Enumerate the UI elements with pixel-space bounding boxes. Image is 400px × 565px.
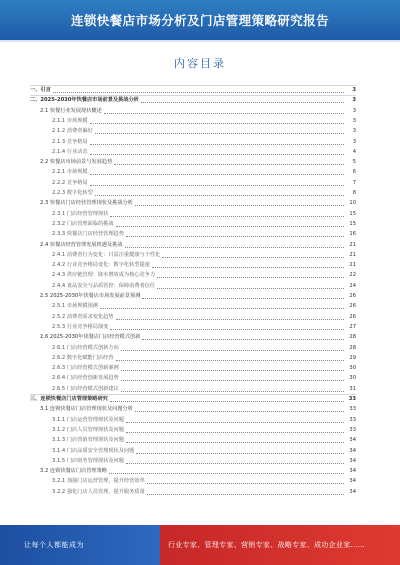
toc-entry-page: 34 <box>349 468 356 475</box>
toc-entry[interactable] <box>30 107 356 116</box>
toc-entry-page: 31 <box>349 385 356 392</box>
toc-entry-title: 3.2.2 强化门店人员管理，提升服务质量 <box>52 488 145 495</box>
toc-entry-page: 3 <box>352 97 356 104</box>
footer-slogan-left: 让每个人都能成为 <box>24 541 84 549</box>
toc-entry-page: 15 <box>349 220 356 227</box>
toc-entry-title: 2.6.2 数字化赋能门店经营 <box>52 354 114 361</box>
toc-dot-leader <box>90 123 344 124</box>
toc-entry-title: 2.2.1 市场规模 <box>52 169 88 176</box>
toc-dot-leader <box>110 329 344 330</box>
toc-entry[interactable] <box>30 457 356 466</box>
toc-entry-page: 21 <box>349 241 356 248</box>
toc-entry[interactable] <box>30 230 356 239</box>
toc-entry[interactable] <box>30 344 356 353</box>
toc-entry-title: 2.5.2 消费者需求变化趋势 <box>52 313 114 320</box>
toc-entry-page: 3 <box>352 138 356 145</box>
toc-entry-title: 2.5.3 行业竞争格局演变 <box>52 323 109 330</box>
toc-entry[interactable] <box>30 333 356 342</box>
toc-entry-title: 3.1.3 门店营销管理现状及问题 <box>52 437 124 444</box>
toc-entry-page: 5 <box>352 159 356 166</box>
toc-entry-page: 3 <box>352 87 356 93</box>
toc-entry[interactable] <box>30 436 356 445</box>
toc-entry[interactable] <box>30 158 356 167</box>
toc-dot-leader <box>116 226 344 227</box>
toc-entry-title: 2.1.1 市场规模 <box>52 117 88 124</box>
toc-entry-page: 26 <box>349 293 356 299</box>
toc-entry[interactable] <box>30 96 356 105</box>
toc-dot-leader <box>90 174 344 175</box>
toc-dot-leader <box>152 267 344 268</box>
toc-entry[interactable] <box>30 271 356 280</box>
toc-entry-page: 28 <box>349 334 356 341</box>
toc-dot-leader <box>147 483 344 484</box>
toc-dot-leader <box>142 339 344 340</box>
toc-entry[interactable] <box>30 138 356 147</box>
toc-entry-title: 2.4.1 消费者行为变化：日益注重健康与个性化 <box>52 251 161 258</box>
toc-dot-leader <box>121 380 344 381</box>
toc-dot-leader <box>126 463 344 464</box>
toc-dot-leader <box>53 92 344 93</box>
toc-dot-leader <box>95 195 344 196</box>
toc-entry-page: 26 <box>349 313 356 320</box>
toc-entry[interactable] <box>30 313 356 322</box>
toc-entry[interactable] <box>30 148 356 157</box>
toc-entry[interactable] <box>30 354 356 363</box>
toc-heading: 内容目录 <box>174 57 226 70</box>
toc-entry-title: 2.1.4 行业动态 <box>52 148 88 155</box>
toc-entry-page: 8 <box>352 190 356 196</box>
toc-entry[interactable] <box>30 199 356 208</box>
toc-entry[interactable] <box>30 282 356 291</box>
toc-entry-page: 30 <box>349 375 356 382</box>
toc-entry-page: 27 <box>349 323 356 330</box>
toc-dot-leader <box>126 442 344 443</box>
toc-entry[interactable] <box>30 189 356 198</box>
toc-entry-title: 2.1 快餐行业发展现状概述 <box>40 107 102 114</box>
toc-entry-page: 28 <box>349 344 356 351</box>
toc-entry-title: 2.3.1 门店经营管理现状 <box>52 210 109 217</box>
toc-entry-title: 2.2 快餐店市场前景与发展趋势 <box>40 159 113 166</box>
toc-entry[interactable] <box>30 179 356 188</box>
footer-left-panel <box>0 525 160 565</box>
toc-entry-title: 2.6.4 门店经营创新发展趋势 <box>52 375 119 382</box>
toc-entry-page: 34 <box>349 457 356 464</box>
toc-entry-page: 24 <box>349 282 356 289</box>
toc-entry-title: 2.3.2 门店管理面临的挑战 <box>52 220 114 227</box>
toc-entry-title: 三、连锁快餐店门店管理策略研究 <box>30 396 108 402</box>
toc-dot-leader <box>135 205 344 206</box>
toc-dot-leader <box>90 144 344 145</box>
toc-entry-title: 3.2 连锁快餐店门店管理策略 <box>40 468 107 475</box>
toc-dot-leader <box>114 164 344 165</box>
toc-entry-title: 3.1.1 门店运营管理现状及问题 <box>52 416 124 423</box>
toc-entry-title: 2.1.2 消费者偏好 <box>52 128 93 135</box>
toc-dot-leader <box>121 391 344 392</box>
toc-entry[interactable] <box>30 405 356 414</box>
toc-entry-page: 16 <box>349 231 356 238</box>
toc-entry-title: 2.6 2025-2030年快餐店门店经营模式创新 <box>40 334 141 341</box>
toc-entry-title: 2.4.4 食品安全与品质管控：保障消费者信任 <box>52 282 156 289</box>
toc-dot-leader <box>135 411 344 412</box>
toc-entry[interactable] <box>30 168 356 177</box>
toc-entry[interactable] <box>30 364 356 373</box>
toc-dot-leader <box>110 216 344 217</box>
toc-dot-leader <box>157 288 344 289</box>
toc-dot-leader <box>116 319 344 320</box>
toc-entry[interactable] <box>30 385 356 394</box>
toc-entry-title: 3.1.2 门店人员管理现状及问题 <box>52 426 124 433</box>
toc-entry-title: 3.1.4 门店品质安全管理现状及问题 <box>52 447 135 454</box>
toc-entry-page: 33 <box>348 396 356 402</box>
toc-entry[interactable] <box>30 323 356 332</box>
footer-banner <box>0 525 400 565</box>
footer-right-panel <box>160 525 400 565</box>
toc-entry-page: 10 <box>349 200 356 207</box>
toc-entry-page: 6 <box>352 169 356 176</box>
toc-dot-leader <box>110 401 344 402</box>
toc-dot-leader <box>90 154 344 155</box>
toc-entry[interactable] <box>30 241 356 250</box>
toc-entry-title: 2.4.2 行业竞争格局变化：数字化转型提速 <box>52 262 150 269</box>
toc-dot-leader <box>125 247 344 248</box>
toc-entry-title: 2.3.3 快餐店门店经营管理趋势 <box>52 231 124 238</box>
toc-entry-title: 3.1 连锁快餐店门店管理现状及问题分析 <box>40 406 133 413</box>
toc-entry[interactable] <box>30 251 356 260</box>
toc-entry-page: 34 <box>349 447 356 454</box>
report-title: 连锁快餐店市场分析及门店管理策略研究报告 <box>70 13 329 28</box>
toc-entry-title: 2.6.3 门店经营模式创新案例 <box>52 365 119 372</box>
toc-entry-page: 15 <box>349 210 356 217</box>
toc-dot-leader <box>121 350 344 351</box>
toc-entry[interactable] <box>30 426 356 435</box>
toc-entry-page: 3 <box>352 107 356 114</box>
toc-dot-leader <box>95 133 344 134</box>
toc-dot-leader <box>100 308 344 309</box>
toc-entry-page: 34 <box>349 437 356 444</box>
toc-entry-title: 2.3 快餐店门店经营管理现状及挑战分析 <box>40 200 133 207</box>
toc-dot-leader <box>104 113 344 114</box>
toc-entry-page: 22 <box>349 272 356 279</box>
toc-entry-page: 7 <box>352 179 356 186</box>
toc-entry-page: 21 <box>349 262 356 269</box>
toc-entry-title: 2.4 快餐店经营管理发展机遇及挑战 <box>40 241 123 248</box>
toc-entry-title: 2.1.3 竞争格局 <box>52 138 88 145</box>
toc-entry-page: 4 <box>352 148 356 155</box>
toc-entry-title: 2.5.1 市场规模预测 <box>52 303 98 310</box>
toc-entry[interactable] <box>30 302 356 311</box>
toc-entry-page: 33 <box>349 426 356 433</box>
toc-dot-leader <box>136 453 344 454</box>
toc-entry[interactable] <box>30 86 356 95</box>
toc-dot-leader <box>157 277 344 278</box>
toc-entry-page: 3 <box>352 117 356 124</box>
toc-entry-title: 2.4.3 供应链管理：降本增效成为核心竞争力 <box>52 272 156 279</box>
toc-entry-page: 3 <box>352 128 356 135</box>
toc-entry[interactable] <box>30 374 356 383</box>
toc-entry-title: 二、2025-2030年快餐店市场前景及挑战分析 <box>30 97 139 104</box>
toc-entry[interactable] <box>30 127 356 136</box>
toc-entry[interactable] <box>30 447 356 456</box>
toc-entry-title: 2.2.2 竞争格局 <box>52 179 88 186</box>
toc-entry-page: 29 <box>349 354 356 361</box>
toc-entry-page: 34 <box>349 478 356 485</box>
toc-entry-title: 一、引言 <box>30 87 51 93</box>
toc-entry-page: 33 <box>349 406 356 413</box>
toc-entry[interactable] <box>30 416 356 425</box>
toc-entry-title: 3.2.1 加强门店运营管理，提升经营效率 <box>52 478 145 485</box>
toc-entry-title: 3.1.5 门店财务管理现状及问题 <box>52 457 124 464</box>
toc-entry-page: 26 <box>349 303 356 310</box>
header-divider <box>0 40 400 42</box>
toc-entry-title: 2.2.3 数字化转型 <box>52 190 93 196</box>
toc-entry-page: 33 <box>349 416 356 423</box>
toc-dot-leader <box>147 494 344 495</box>
header-banner <box>0 0 400 40</box>
toc-entry-page: 30 <box>349 365 356 372</box>
toc-entry-page: 34 <box>349 488 356 495</box>
toc-dot-leader <box>121 370 344 371</box>
toc-dot-leader <box>116 360 344 361</box>
footer-slogan-right: 行业专家、管理专家、营销专家、战略专家、成功企业家…… <box>168 541 366 549</box>
toc-dot-leader <box>126 432 344 433</box>
toc-entry-title: 2.5 2025-2030年快餐店市场发展前景预测 <box>40 293 141 299</box>
toc-dot-leader <box>90 185 344 186</box>
toc-entry[interactable] <box>30 477 356 486</box>
toc-entry[interactable] <box>30 395 356 404</box>
toc-dot-leader <box>141 102 344 103</box>
toc-entry[interactable] <box>30 117 356 126</box>
toc-entry[interactable] <box>30 488 356 497</box>
toc-dot-leader <box>162 257 344 258</box>
toc-entry-page: 21 <box>349 251 356 258</box>
toc-entry[interactable] <box>30 261 356 270</box>
toc-entry-title: 2.6.5 门店经营模式创新建议 <box>52 385 119 392</box>
toc-entry-title: 2.6.1 门店经营模式创新方向 <box>52 344 119 351</box>
toc-dot-leader <box>126 236 344 237</box>
toc-dot-leader <box>126 422 344 423</box>
toc-entry[interactable] <box>30 220 356 229</box>
toc-entry[interactable] <box>30 467 356 476</box>
toc-dot-leader <box>142 298 344 299</box>
toc-dot-leader <box>109 473 344 474</box>
toc-entry[interactable] <box>30 292 356 301</box>
toc-entry[interactable] <box>30 210 356 219</box>
